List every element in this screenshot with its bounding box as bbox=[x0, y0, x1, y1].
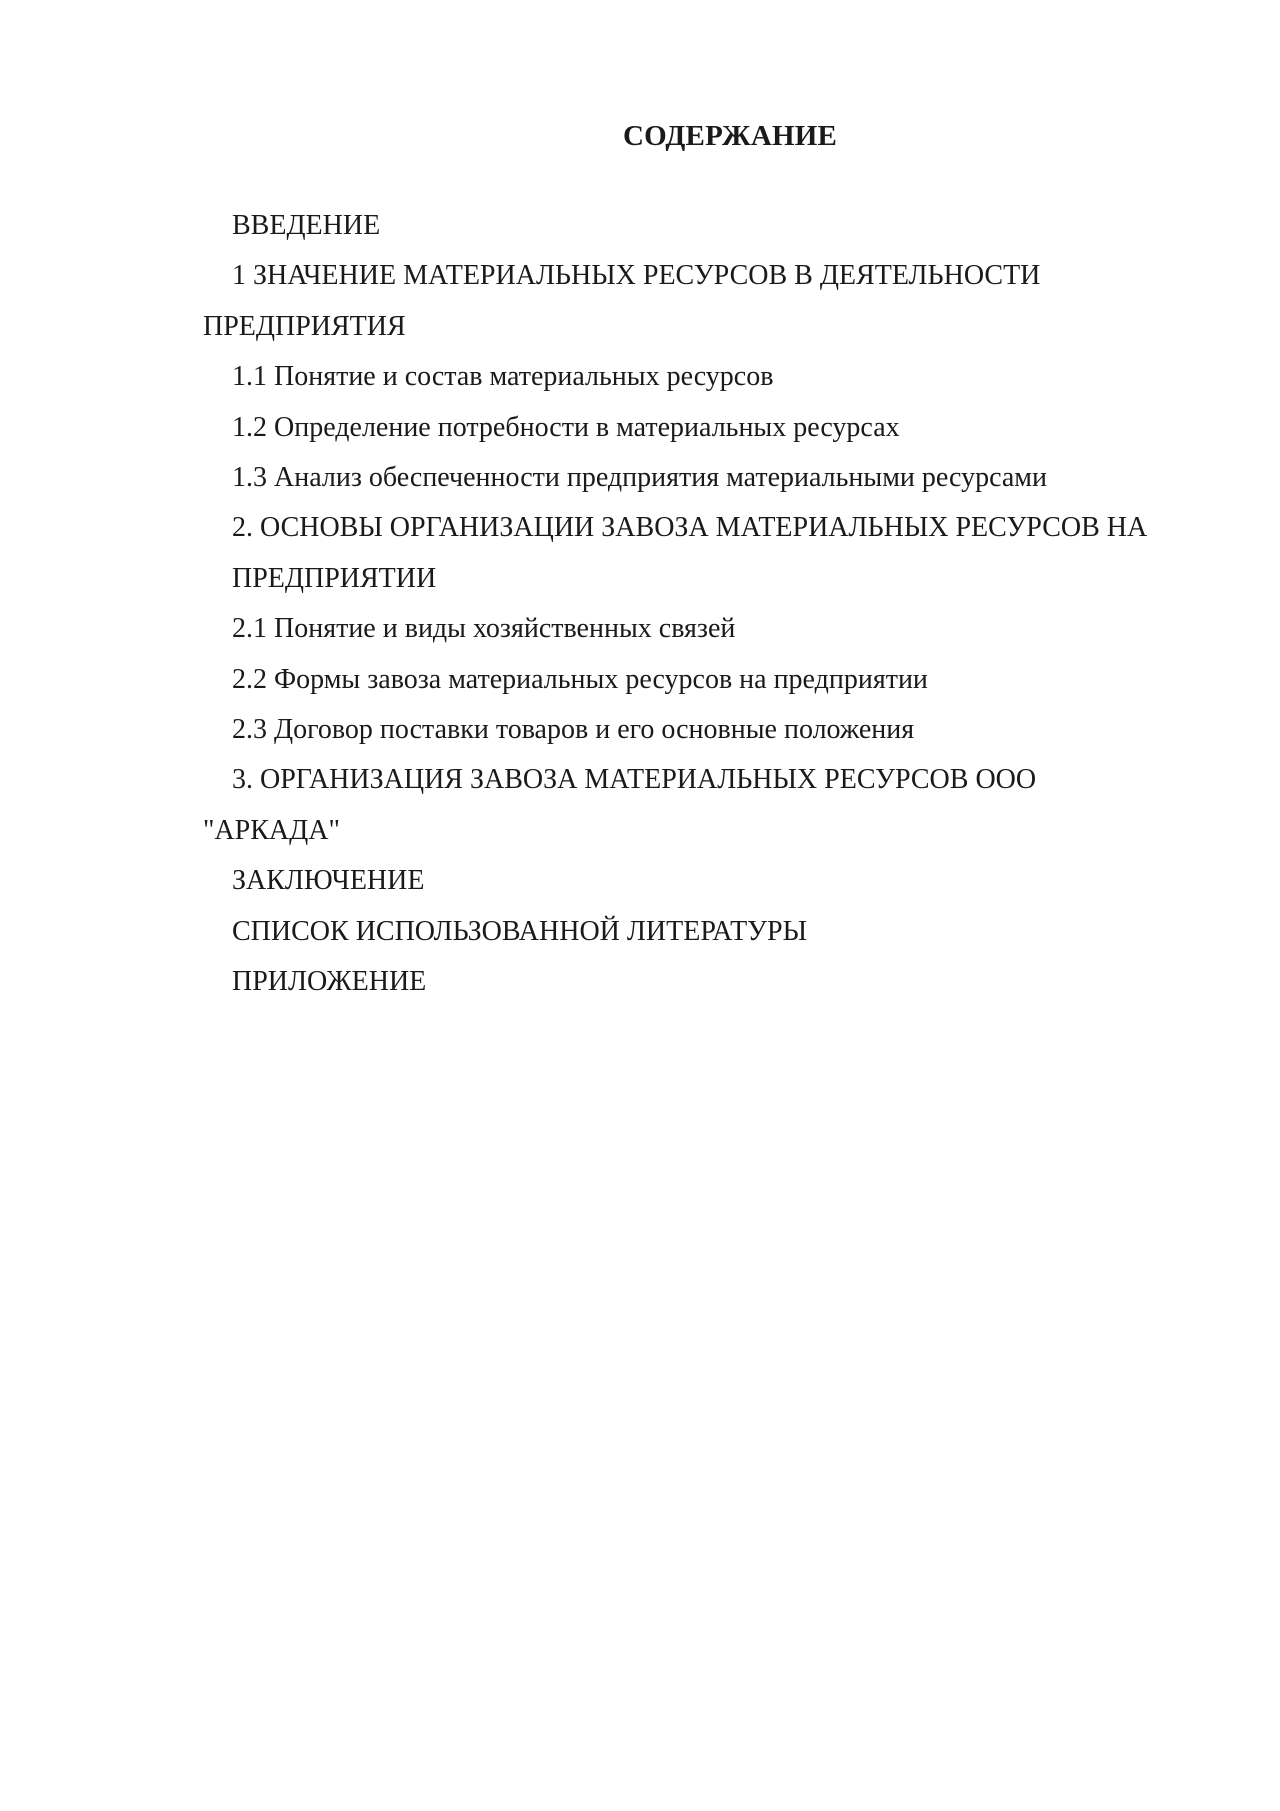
toc-entry-chapter-3: 3. ОРГАНИЗАЦИЯ ЗАВОЗА МАТЕРИАЛЬНЫХ РЕСУРСОВ ООО "АРКАДА" bbox=[203, 764, 1037, 846]
toc-entry-appendix: ПРИЛОЖЕНИЕ bbox=[232, 966, 427, 998]
toc-entry-section-2-3: 2.3 Договор поставки товаров и его основные положения bbox=[232, 714, 915, 746]
toc-entry-chapter-1: 1 ЗНАЧЕНИЕ МАТЕРИАЛЬНЫХ РЕСУРСОВ В ДЕЯТЕЛЬНОСТИ ПРЕДПРИЯТИЯ bbox=[203, 260, 1041, 342]
toc-entry-section-2-1: 2.1 Понятие и виды хозяйственных связей bbox=[232, 613, 736, 645]
toc-entry-section-1-3: 1.3 Анализ обеспеченности предприятия материальными ресурсами bbox=[232, 462, 1047, 494]
toc-entry-section-2-2: 2.2 Формы завоза материальных ресурсов на предприятии bbox=[232, 663, 928, 695]
toc-entry-chapter-2: 2. ОСНОВЫ ОРГАНИЗАЦИИ ЗАВОЗА МАТЕРИАЛЬНЫХ РЕСУРСОВ НА bbox=[232, 512, 1148, 544]
toc-entry-section-1-1: 1.1 Понятие и состав материальных ресурсов bbox=[232, 361, 774, 393]
toc-entry-introduction: ВВЕДЕНИЕ bbox=[232, 210, 381, 241]
toc-entry-references: СПИСОК ИСПОЛЬЗОВАННОЙ ЛИТЕРАТУРЫ bbox=[232, 915, 807, 947]
toc-entry-chapter-2-continued: ПРЕДПРИЯТИИ bbox=[232, 562, 437, 594]
page-title: СОДЕРЖАНИЕ bbox=[622, 120, 838, 152]
table-of-contents bbox=[203, 201, 1163, 1008]
toc-entry-section-1-2: 1.2 Определение потребности в материальных ресурсах bbox=[232, 411, 900, 443]
toc-entry-conclusion: ЗАКЛЮЧЕНИЕ bbox=[232, 865, 425, 897]
